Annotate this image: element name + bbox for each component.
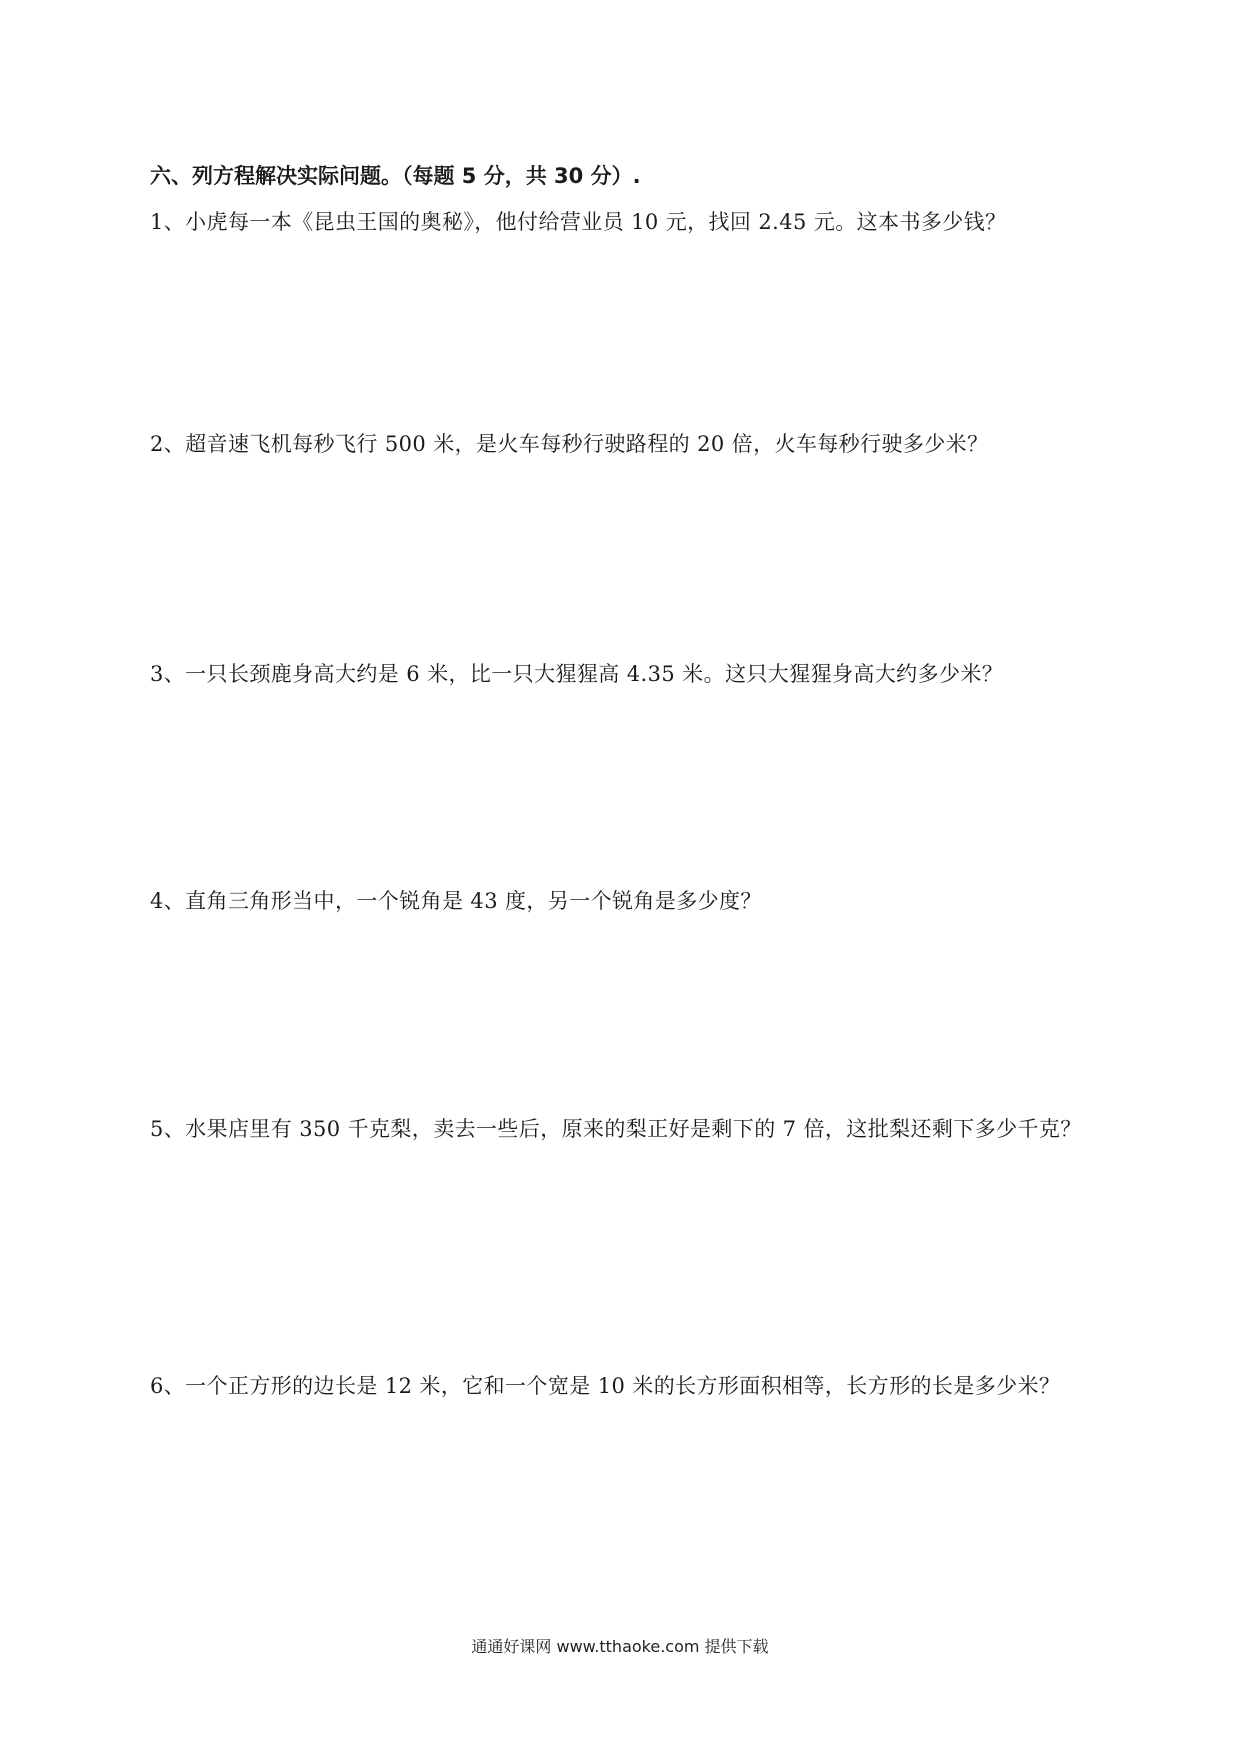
question-1: 1、小虎每一本《昆虫王国的奥秘》，他付给营业员 10 元，找回 2.45 元。这本书多少钱？ [150, 210, 1007, 234]
question-5: 5、水果店里有 350 千克梨，卖去一些后，原来的梨正好是剩下的 7 倍，这批梨还剩下多少千克？ [150, 1117, 1082, 1141]
section-title: 六、列方程解决实际问题。（每题 5 分，共 30 分）. [150, 164, 641, 188]
question-4: 4、直角三角形当中，一个锐角是 43 度，另一个锐角是多少度？ [150, 889, 762, 913]
footer-source: 通通好课网 www.tthaoke.com 提供下载 [471, 1637, 769, 1656]
question-6: 6、一个正方形的边长是 12 米，它和一个宽是 10 米的长方形面积相等，长方形的长是多少米？ [150, 1374, 1061, 1398]
question-3: 3、一只长颈鹿身高大约是 6 米，比一只大猩猩高 4.35 米。这只大猩猩身高大约多少米？ [150, 662, 1004, 686]
question-2: 2、超音速飞机每秒飞行 500 米，是火车每秒行驶路程的 20 倍，火车每秒行驶多少米？ [150, 432, 989, 456]
